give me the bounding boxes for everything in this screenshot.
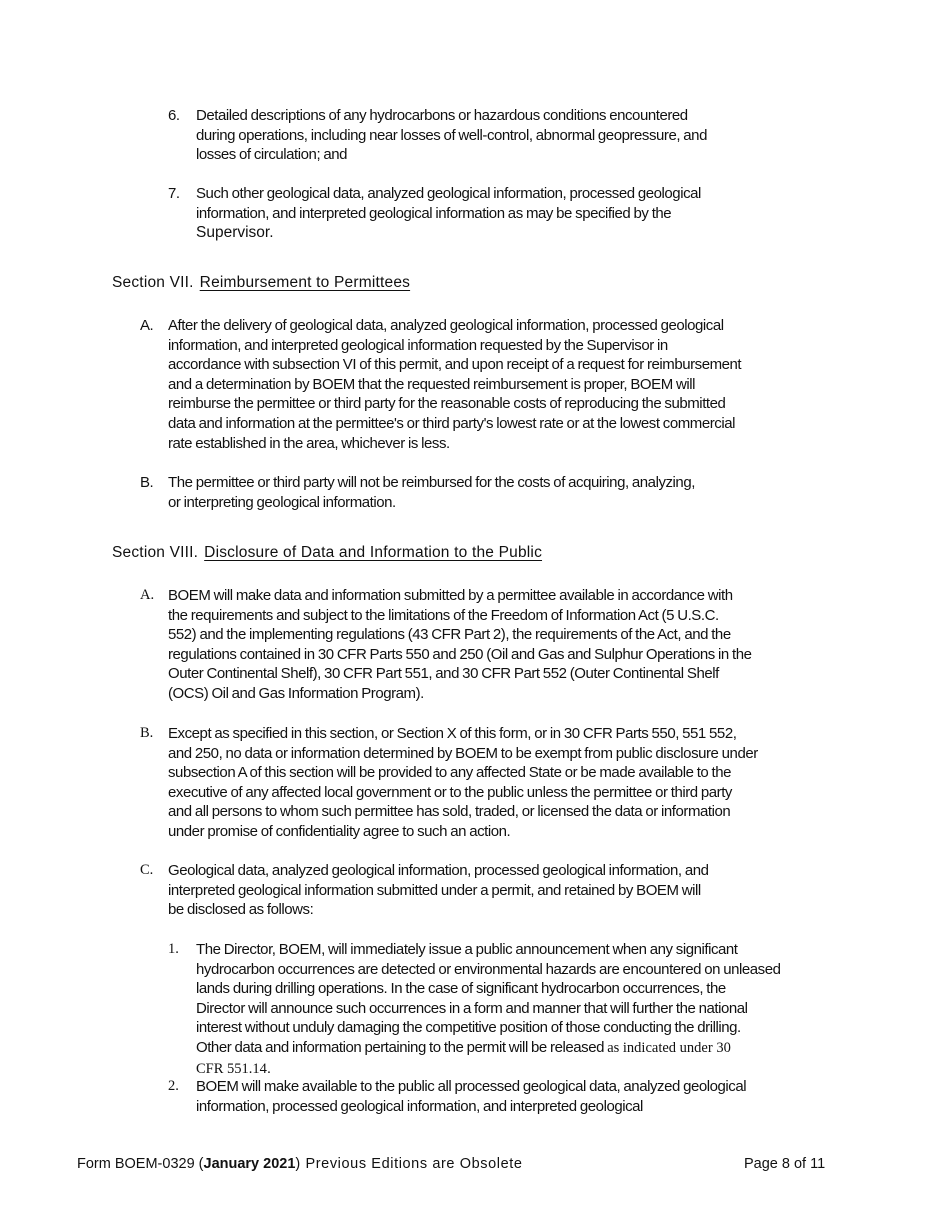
item-number: 2. <box>168 1078 179 1094</box>
section-label: Section VIII. <box>112 544 199 561</box>
item-text: Detailed descriptions of any hydrocarbons or hazardous conditions encountered during operations, including near losses of well-control, abnormal geopressure, and losses of circulation; and <box>196 107 707 164</box>
section-title: Disclosure of Data and Information to the Public <box>204 544 543 561</box>
item-letter: C. <box>140 862 154 878</box>
item-number: 7. <box>168 185 180 202</box>
item-text: Geological data, analyzed geological information, processed geological information, and interpreted geological information submitted under a permit, and retained by BOEM will be disclosed as follows: <box>168 862 709 919</box>
item-number: 6. <box>168 107 180 124</box>
item-letter: B. <box>140 474 154 491</box>
item-letter: A. <box>140 587 155 603</box>
item-text: After the delivery of geological data, analyzed geological information, processed geological information, and interpreted geological information requested by the Supervisor in accordance with subsection VI of this permit, and upon receipt of a request for reimbursement and a determination by BOEM that the requested reimbursement is proper, BOEM will reimburse the permittee or third party for the reasonable costs of reproducing the submitted data and information at the permittee's or third party's lowest rate or at the lowest commercial rate established in the area, whichever is less. <box>168 317 742 452</box>
item-text: BOEM will make available to the public all processed geological data, analyzed geological information, processed geological information, and interpreted geological <box>196 1078 747 1115</box>
section-heading <box>112 544 542 562</box>
item-number: 1. <box>168 941 179 957</box>
item-text: The permittee or third party will not be reimbursed for the costs of acquiring, analyzing, or interpreting geological information. <box>168 474 695 511</box>
item-text: BOEM will make data and information submitted by a permittee available in accordance with the requirements and subject to the limitations of the Freedom of Information Act (5 U.S.C. 552) and the implementing regulations (43 CFR Part 2), the requirements of the Act, and the regulations contained in 30 CFR Parts 550 and 250 (Oil and Gas and Sulphur Operations in the Outer Continental Shelf), 30 CFR Part 551, and 30 CFR Part 552 (Outer Continental Shelf (OCS) Oil and Gas Information Program). <box>168 587 752 702</box>
section-heading <box>112 274 410 292</box>
section-title: Reimbursement to Permittees <box>199 274 411 291</box>
footer-page-number: Page 8 of 11 <box>744 1156 826 1172</box>
item-text: Such other geological data, analyzed geological information, processed geological information, and interpreted geological information as may be specified by the Supervisor. <box>196 185 701 242</box>
footer-form-date: January 2021 <box>203 1156 296 1172</box>
item-text: Except as specified in this section, or Section X of this form, or in 30 CFR Parts 550, 551 552, and 250, no data or information determined by BOEM to be exempt from public disclosure under subsection A of this section will be provided to any affected State or be made available to the executive of any affected local government or to the public unless the permittee or third party and all persons to whom such permittee has sold, traded, or licensed the data or information under promise of confidentiality agree to such an action. <box>168 725 758 840</box>
item-letter: B. <box>140 725 154 741</box>
item-letter: A. <box>140 317 154 334</box>
footer-form-id: Form BOEM-0329 (January 2021) Previous Editions are Obsolete <box>77 1156 523 1172</box>
item-text: The Director, BOEM, will immediately issue a public announcement when any significant hydrocarbon occurrences are detected or environmental hazards are encountered on unleased lands during drilling operations. In the case of significant hydrocarbon occurrences, the Director will announce such occurrences in a form and manner that will further the national interest without unduly damaging the competitive position of those conducting the drilling. Other data and information pertaining to the permit will be released as indicated under 30 CFR 551.14. <box>196 941 781 1077</box>
section-label: Section VII. <box>112 274 194 291</box>
